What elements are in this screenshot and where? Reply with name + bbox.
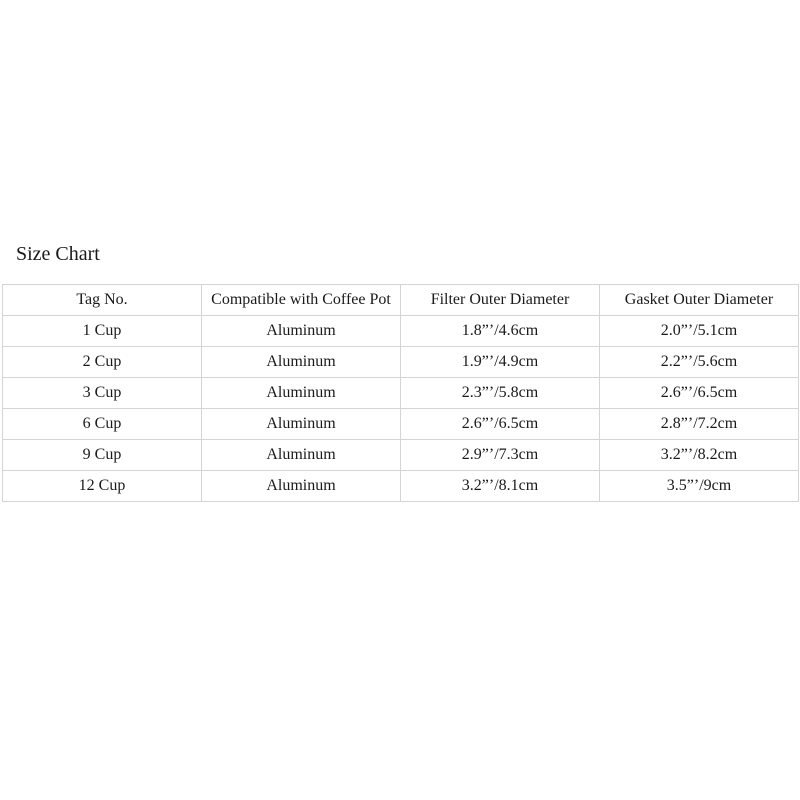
cell-tag-no: 3 Cup (3, 378, 202, 409)
table-row (3, 316, 799, 347)
cell-gasket-diameter: 2.8”’/7.2cm (600, 409, 799, 440)
header-gasket-outer-diameter: Gasket Outer Diameter (600, 285, 799, 316)
table-row (3, 378, 799, 409)
cell-material: Aluminum (202, 378, 401, 409)
cell-tag-no: 2 Cup (3, 347, 202, 378)
table-header (3, 285, 799, 316)
cell-filter-diameter: 1.8”’/4.6cm (401, 316, 600, 347)
cell-gasket-diameter: 2.6”’/6.5cm (600, 378, 799, 409)
header-filter-outer-diameter: Filter Outer Diameter (401, 285, 600, 316)
table-row (3, 409, 799, 440)
cell-gasket-diameter: 3.2”’/8.2cm (600, 440, 799, 471)
cell-material: Aluminum (202, 347, 401, 378)
cell-filter-diameter: 1.9”’/4.9cm (401, 347, 600, 378)
table-row (3, 440, 799, 471)
cell-filter-diameter: 3.2”’/8.1cm (401, 471, 600, 502)
table-row (3, 471, 799, 502)
cell-tag-no: 12 Cup (3, 471, 202, 502)
cell-gasket-diameter: 3.5”’/9cm (600, 471, 799, 502)
cell-gasket-diameter: 2.2”’/5.6cm (600, 347, 799, 378)
table-body (3, 316, 799, 502)
cell-tag-no: 6 Cup (3, 409, 202, 440)
cell-material: Aluminum (202, 316, 401, 347)
header-tag-no: Tag No. (3, 285, 202, 316)
header-compatible-coffee-pot: Compatible with Coffee Pot (202, 285, 401, 316)
size-chart-table (2, 284, 799, 502)
cell-gasket-diameter: 2.0”’/5.1cm (600, 316, 799, 347)
cell-filter-diameter: 2.3”’/5.8cm (401, 378, 600, 409)
cell-filter-diameter: 2.6”’/6.5cm (401, 409, 600, 440)
table-row (3, 347, 799, 378)
cell-tag-no: 1 Cup (3, 316, 202, 347)
cell-tag-no: 9 Cup (3, 440, 202, 471)
cell-material: Aluminum (202, 409, 401, 440)
cell-material: Aluminum (202, 471, 401, 502)
page-title: Size Chart (16, 243, 100, 265)
header-row (3, 285, 799, 316)
cell-material: Aluminum (202, 440, 401, 471)
cell-filter-diameter: 2.9”’/7.3cm (401, 440, 600, 471)
